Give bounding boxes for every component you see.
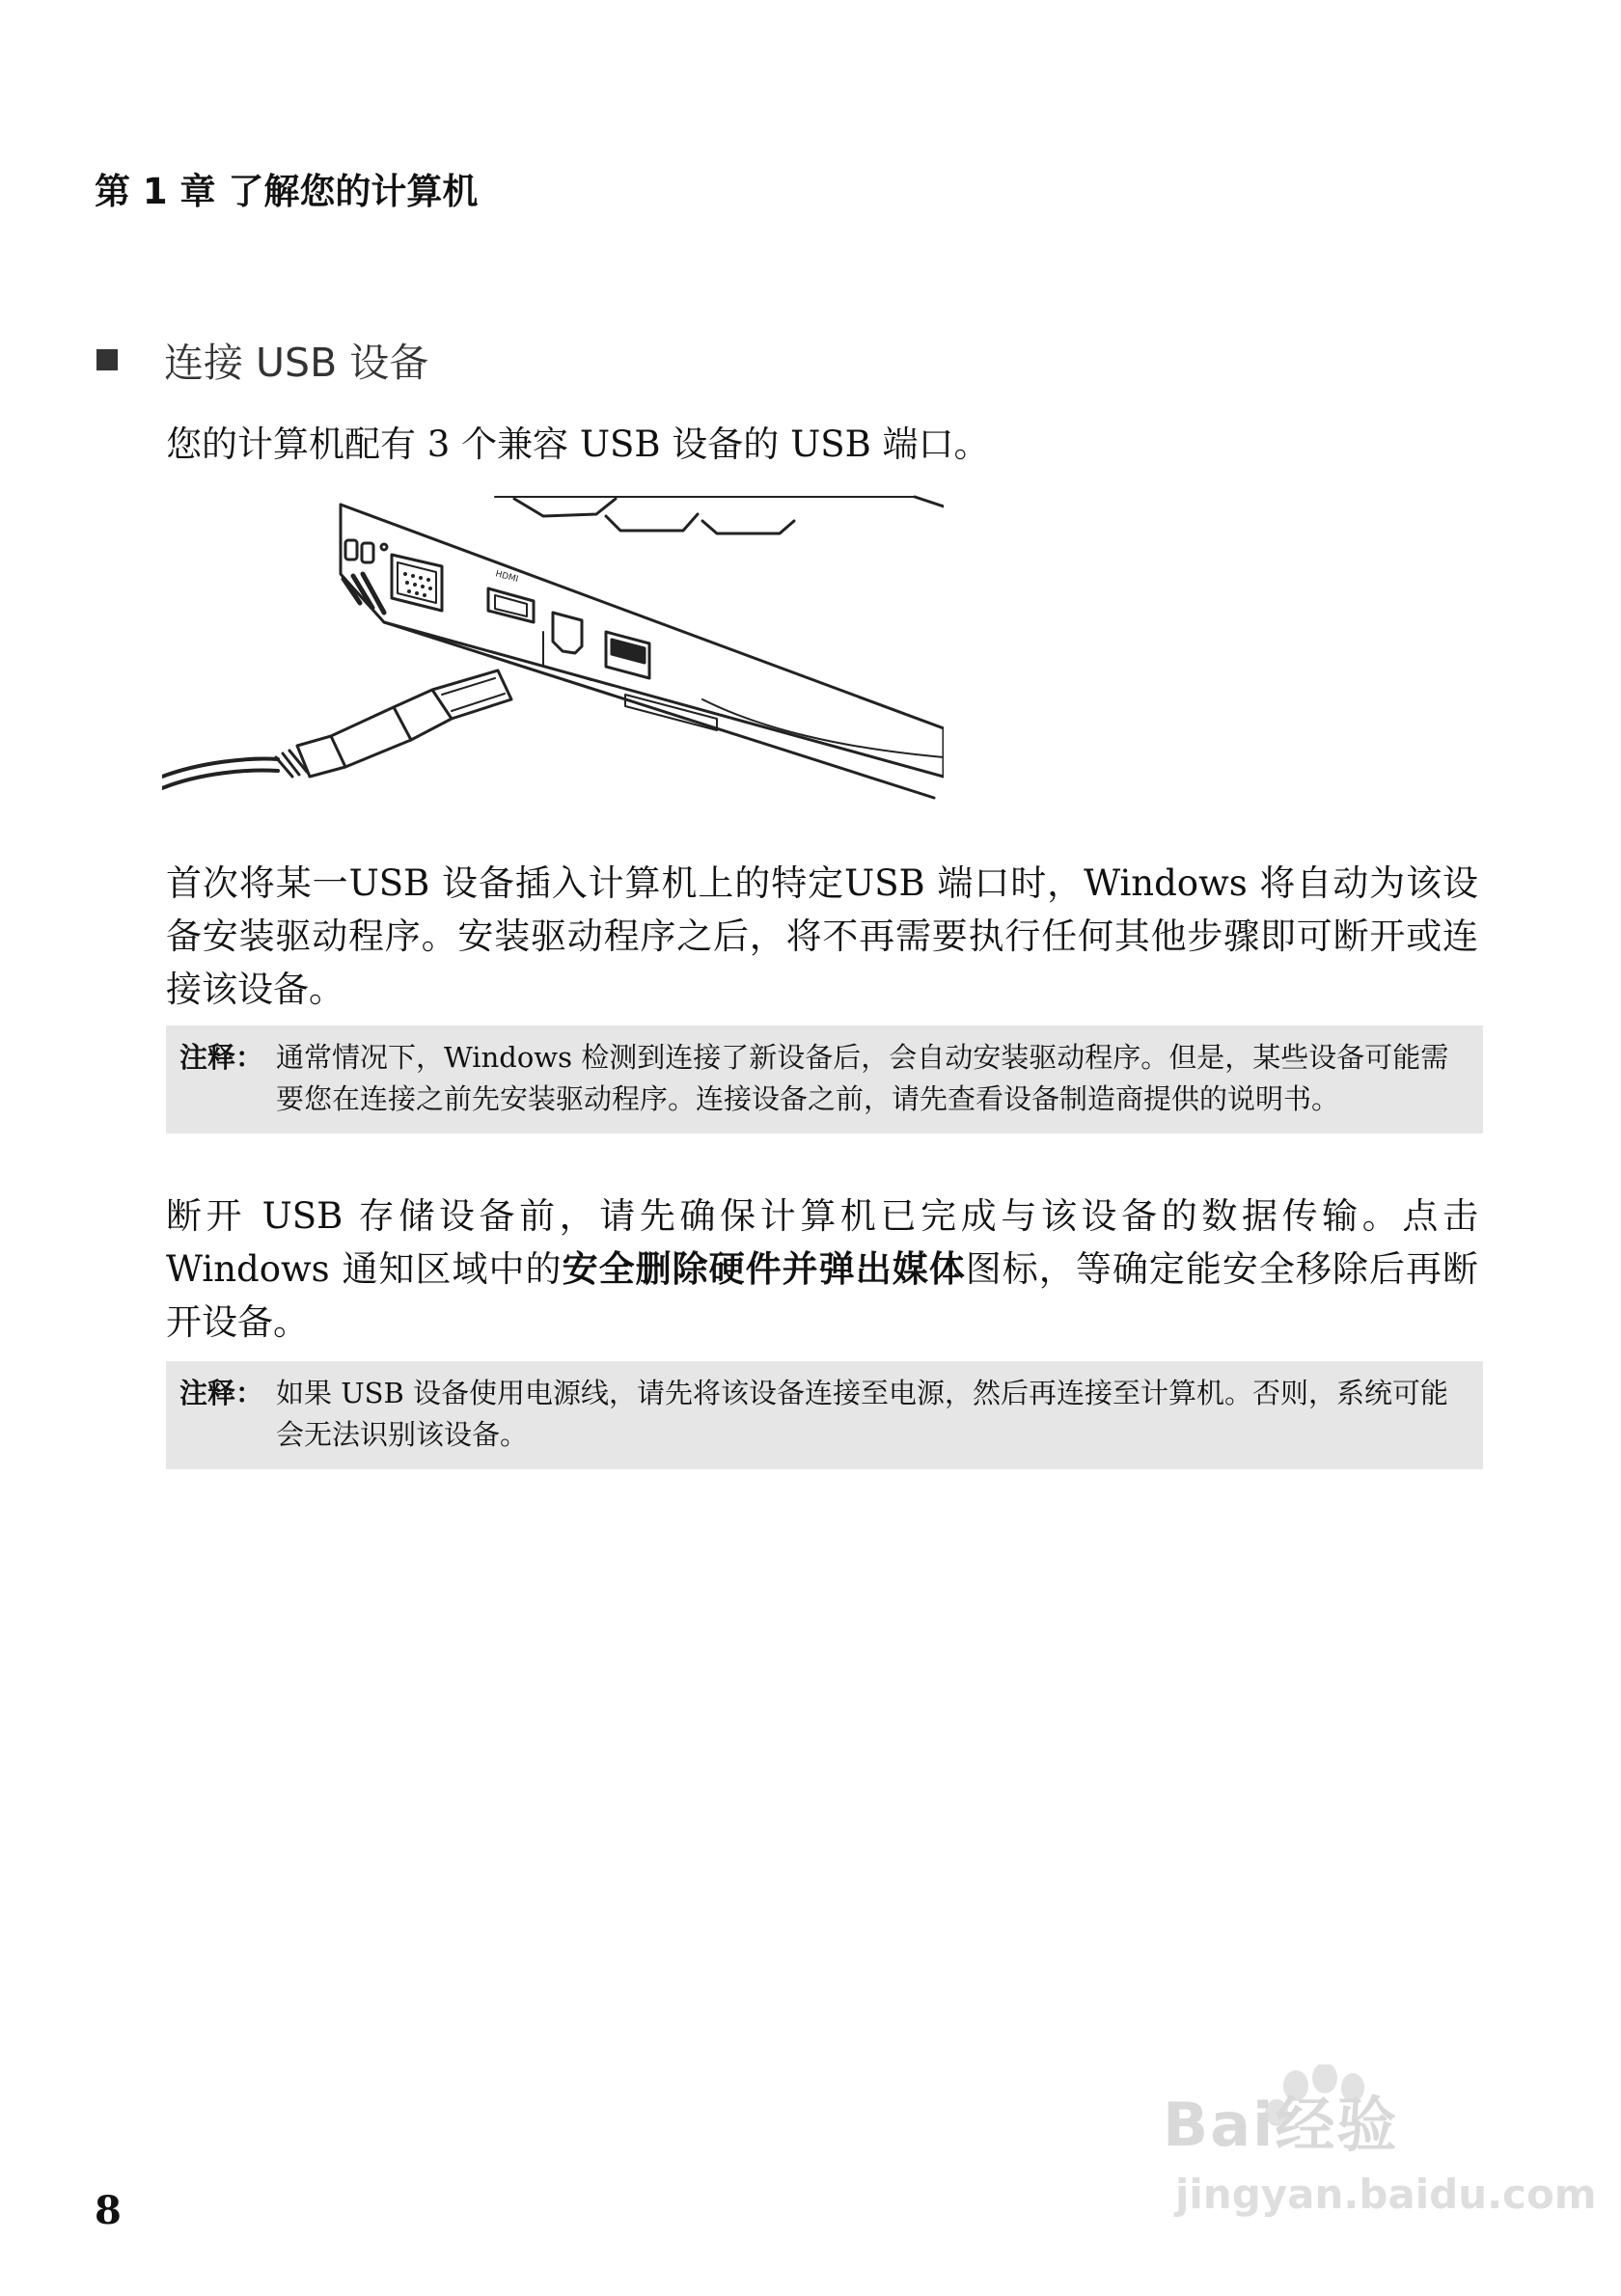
watermark-brand: Bai经验 bbox=[1163, 2090, 1399, 2160]
chapter-heading: 第 1 章 了解您的计算机 bbox=[95, 171, 479, 212]
note-label: 注释： bbox=[179, 1377, 264, 1409]
section-heading bbox=[96, 331, 428, 388]
note-text: 如果 USB 设备使用电源线，请先将该设备连接至电源，然后再连接至计算机。否则，系统可能会无法识别该设备。 bbox=[276, 1377, 1449, 1451]
safe-remove-hardware-term: 安全删除硬件并弹出媒体 bbox=[562, 1248, 966, 1290]
note-box-power bbox=[166, 1361, 1483, 1469]
paragraph-safe-removal bbox=[166, 1189, 1478, 1349]
paragraph-first-connection: 首次将某一USB 设备插入计算机上的特定USB 端口时，Windows 将自动为该设备安装驱动程序。安装驱动程序之后，将不再需要执行任何其他步骤即可断开或连接该设备。 bbox=[166, 862, 1478, 1010]
note-label: 注释： bbox=[179, 1041, 264, 1074]
paragraph-text-end: 图标，等确定能安全移除后再断开设备。 bbox=[166, 1248, 1479, 1343]
intro-paragraph: 您的计算机配有 3 个兼容 USB 设备的 USB 端口。 bbox=[166, 424, 990, 465]
watermark-url: jingyan.baidu.com bbox=[1175, 2171, 1597, 2218]
note-text: 通常情况下，Windows 检测到连接了新设备后，会自动安装驱动程序。但是，某些设备可能需要您在连接之前先安装驱动程序。连接设备之前，请先查看设备制造商提供的说明书。 bbox=[276, 1041, 1449, 1115]
paragraph-text-start: 断开 USB 存储设备前，请先确保计算机已完成与该设备的数据传输。点击 Windows 通知区域中的 bbox=[166, 1195, 1478, 1290]
note-box-driver bbox=[166, 1025, 1483, 1134]
section-title: 连接 USB 设备 bbox=[164, 340, 429, 386]
square-bullet-icon bbox=[96, 349, 118, 370]
usb-port-illustration bbox=[162, 487, 944, 810]
page-number: 8 bbox=[95, 2188, 122, 2233]
hdmi-port-label: HDMI bbox=[494, 569, 520, 586]
